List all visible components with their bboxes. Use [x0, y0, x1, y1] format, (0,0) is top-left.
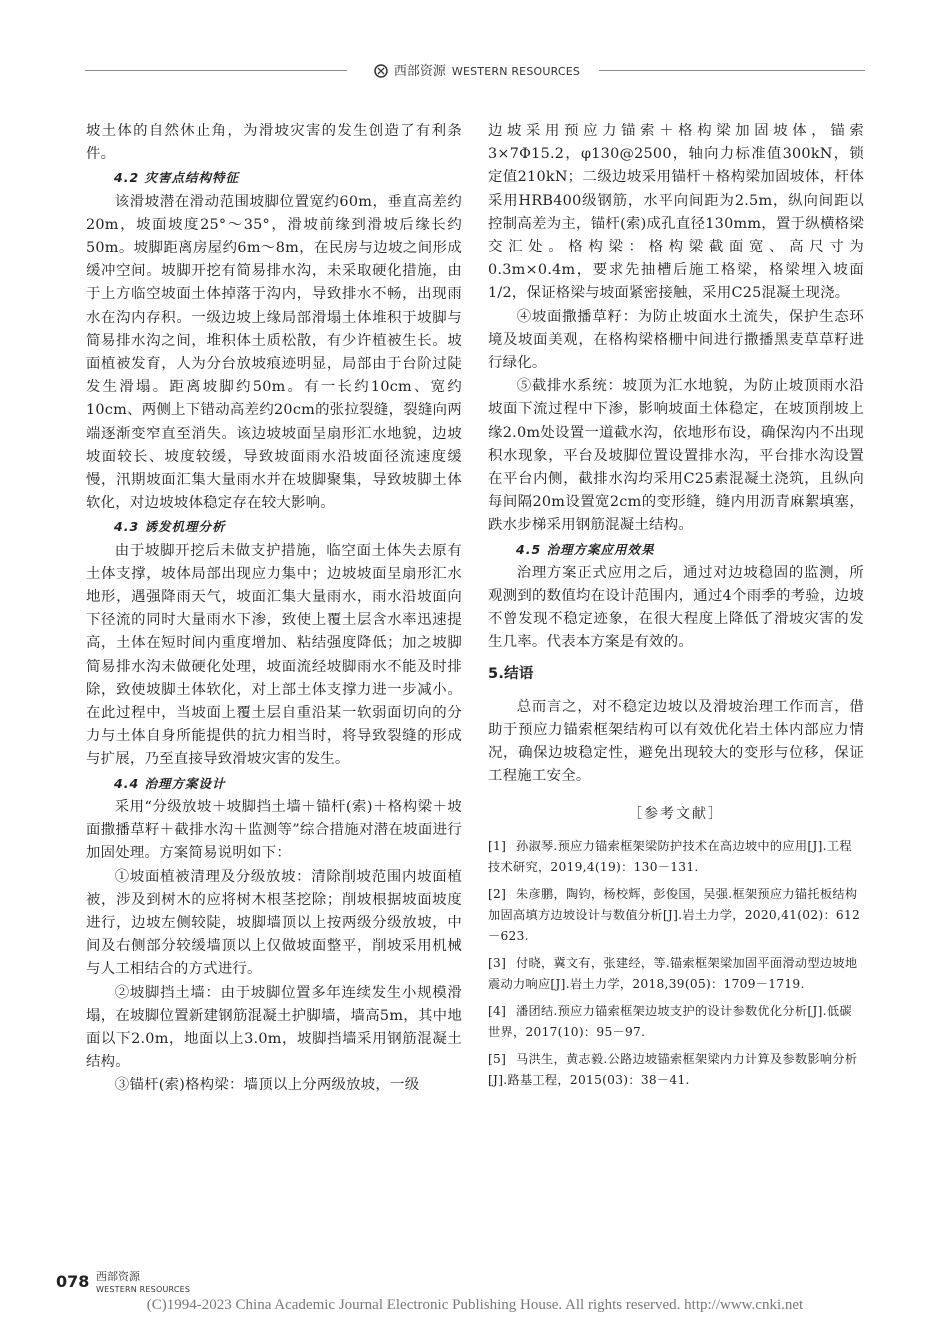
list-item: ③锚杆(索)格构梁：墙顶以上分两级放坡，一级 — [114, 1077, 420, 1094]
reference-item: [3] 付晓，冀文有，张建经，等.锚索框架梁加固平面滑动型边坡地震动力响应[J].岩土力学，2018,39(05)：1709－1719. — [488, 955, 858, 991]
paragraph: 由于坡脚开挖后未做支护措施，临空面土体失去原有土体支撑，坡体局部出现应力集中；边坡坡面呈扇形汇水地形，遇强降雨天气，坡面汇集大量雨水，雨水沿坡面向下径流的同时大量雨水下渗，致使上覆土层含水率迅速提高，土体在短时间内重度增加、粘结强度降低；加之坡脚简易排水沟未做硬化处理，坡面流经坡脚雨水不能及时排除，致使坡脚土体软化，对上部土体支撑力进一步减小。在此过程中，当坡面上覆土层自重沿某一软弱面切向的分力与土体自身所能提供的抗力相当时，将导致裂缝的形成与扩展，乃至直接导致滑坡灾害的发生。 — [86, 542, 462, 768]
list-item: ①坡面植被清理及分级放坡：清除削坡范围内坡面植被，涉及到树木的应将树木根茎挖除；削坡根据坡面坡度进行，边坡左侧较陡，坡脚墙顶以上按两级分级放坡，中间及右侧部分较缓墙顶以上仅做坡面整平，削坡采用机械与人工相结合的方式进行。 — [86, 868, 462, 978]
reference-list — [488, 836, 864, 1091]
left-column — [86, 120, 462, 1098]
reference-item: [2] 朱彦鹏，陶钧，杨校辉，彭俊国，吴强.框架预应力锚托板结构加固高填方边坡设计与数值分析[J].岩土力学，2020,41(02)：612－623. — [488, 886, 861, 943]
reference-item: [5] 马洪生，黄志毅.公路边坡锚索框架梁内力计算及参数影响分析[J].路基工程，2015(03)：38－41. — [488, 1051, 858, 1087]
list-item: ⑤截排水系统：坡顶为汇水地貌，为防止坡顶雨水沿坡面下流过程中下渗，影响坡面土体稳定，在坡顶削坡上缘2.0m处设置一道截水沟，依地形布设，确保沟内不出现积水现象，平台及坡脚位置设置排水沟，平台排水沟设置在平台内侧，截排水沟均采用C25素混凝土浇筑，且纵向每间隔20m设置宽2cm的变形缝，缝内用沥青麻絮填塞，跌水步梯采用钢筋混凝土结构。 — [488, 378, 864, 534]
paragraph: 边坡采用预应力锚索＋格构梁加固坡体，锚索3×7Φ15.2，φ130@2500，轴向力标准值300kN，锁定值210kN；二级边坡采用锚杆＋格构梁加固坡体，杆体采用HRB400级钢筋，水平向间距为2.5m，纵向间距以控制高差为主，锚杆(索)成孔直径130mm，置于纵横格梁交汇处。格构梁：格构梁截面宽、高尺寸为0.3m×0.4m，要求先抽槽后施工格梁，格梁埋入坡面1/2，保证格梁与坡面紧密接触，采用C25混凝土现浇。 — [488, 123, 864, 302]
paragraph: 采用“分级放坡＋坡脚挡土墙＋锚杆(索)＋格构梁＋坡面撒播草籽＋截排水沟＋监测等”综合措施对潜在坡面进行加固处理。方案简易说明如下： — [86, 798, 462, 862]
list-item: ④坡面撒播草籽：为防止坡面水土流失，保护生态环境及坡面美观，在格构梁格栅中间进行撒播黑麦草草籽进行绿化。 — [488, 308, 864, 372]
header-title-en: WESTERN RESOURCES — [451, 65, 581, 78]
section-heading-4-3: 4.3 诱发机理分析 — [114, 519, 226, 535]
header-rule-right — [599, 70, 865, 71]
copyright-line: (C)1994-2023 China Academic Journal Electronic Publishing House. All rights reserved. http://www.cnki.net — [146, 1297, 804, 1313]
right-column — [488, 120, 864, 1097]
section-heading-5: 5.结语 — [488, 665, 534, 682]
journal-logo-icon — [374, 64, 388, 82]
header-title — [357, 60, 597, 82]
paragraph: 总而言之，对不稳定边坡以及滑坡治理工作而言，借助于预应力锚索框架结构可以有效优化岩土体内部应力情况，确保边坡稳定性，避免出现较大的变形与位移，保证工程施工安全。 — [488, 698, 864, 785]
page-number: 078 — [56, 1272, 90, 1291]
footer-brand-cn: 西部资源 — [96, 1270, 140, 1283]
paragraph: 治理方案正式应用之后，通过对边坡稳固的监测，所观测到的数值均在设计范围内，通过4个雨季的考验，边坡不曾发现不稳定迹象，在很大程度上降低了滑坡灾害的发生几率。代表本方案是有效的。 — [488, 564, 864, 651]
footer-brand-en: WESTERN RESOURCES — [96, 1285, 191, 1294]
section-heading-4-2: 4.2 灾害点结构特征 — [114, 170, 239, 186]
paragraph: 坡土体的自然休止角，为滑坡灾害的发生创造了有利条件。 — [86, 123, 462, 163]
header-rule-left — [85, 70, 347, 71]
paragraph: 该滑坡潜在滑动范围坡脚位置宽约60m，垂直高差约20m，坡面坡度25°～35°，滑坡前缘到滑坡后缘长约50m。坡脚距离房屋约6m～8m，在民房与边坡之间形成缓冲空间。坡脚开挖有简易排水沟，未采取硬化措施，由于上方临空坡面土体掉落于沟内，导致排水不畅，出现雨水在沟内存积。一级边坡上缘局部滑塌土体堆积于坡脚与简易排水沟之间，堆积体土质松散，有少许植被生长。坡面植被发育，人为分台放坡痕迹明显，局部由于台阶过陡发生滑塌。距离坡脚约50m。有一长约10cm、宽约10cm、两侧上下错动高差约20cm的张拉裂缝，裂缝向两端逐渐变窄直至消失。该边坡坡面呈扇形汇水地貌，边坡坡面较长、坡度较缓，导致坡面雨水沿坡面径流速度缓慢，汛期坡面汇集大量雨水并在坡脚聚集，导致坡脚土体软化，对边坡坡体稳定存在较大影响。 — [86, 193, 462, 512]
list-item: ②坡脚挡土墙：由于坡脚位置多年连续发生小规模滑塌，在坡脚位置新建钢筋混凝土护脚墙，墙高5m，其中地面以下2.0m，地面以上3.0m，坡脚挡墙采用钢筋混凝土结构。 — [86, 984, 462, 1071]
header-title-cn: 西部资源 — [393, 64, 446, 79]
references-heading: ［参考文献］ — [628, 805, 724, 822]
section-heading-4-4: 4.4 治理方案设计 — [114, 775, 226, 791]
reference-item: [4] 潘团结.预应力锚索框架边坡支护的设计参数优化分析[J].低碳世界，2017(10)：95－97. — [488, 1003, 852, 1039]
running-header — [85, 60, 865, 82]
section-heading-4-5: 4.5 治理方案应用效果 — [516, 541, 655, 557]
reference-item: [1] 孙淑琴.预应力锚索框架梁防护技术在高边坡中的应用[J].工程技术研究，2019,4(19)：130－131. — [488, 838, 852, 874]
footer-brand — [96, 1270, 190, 1296]
